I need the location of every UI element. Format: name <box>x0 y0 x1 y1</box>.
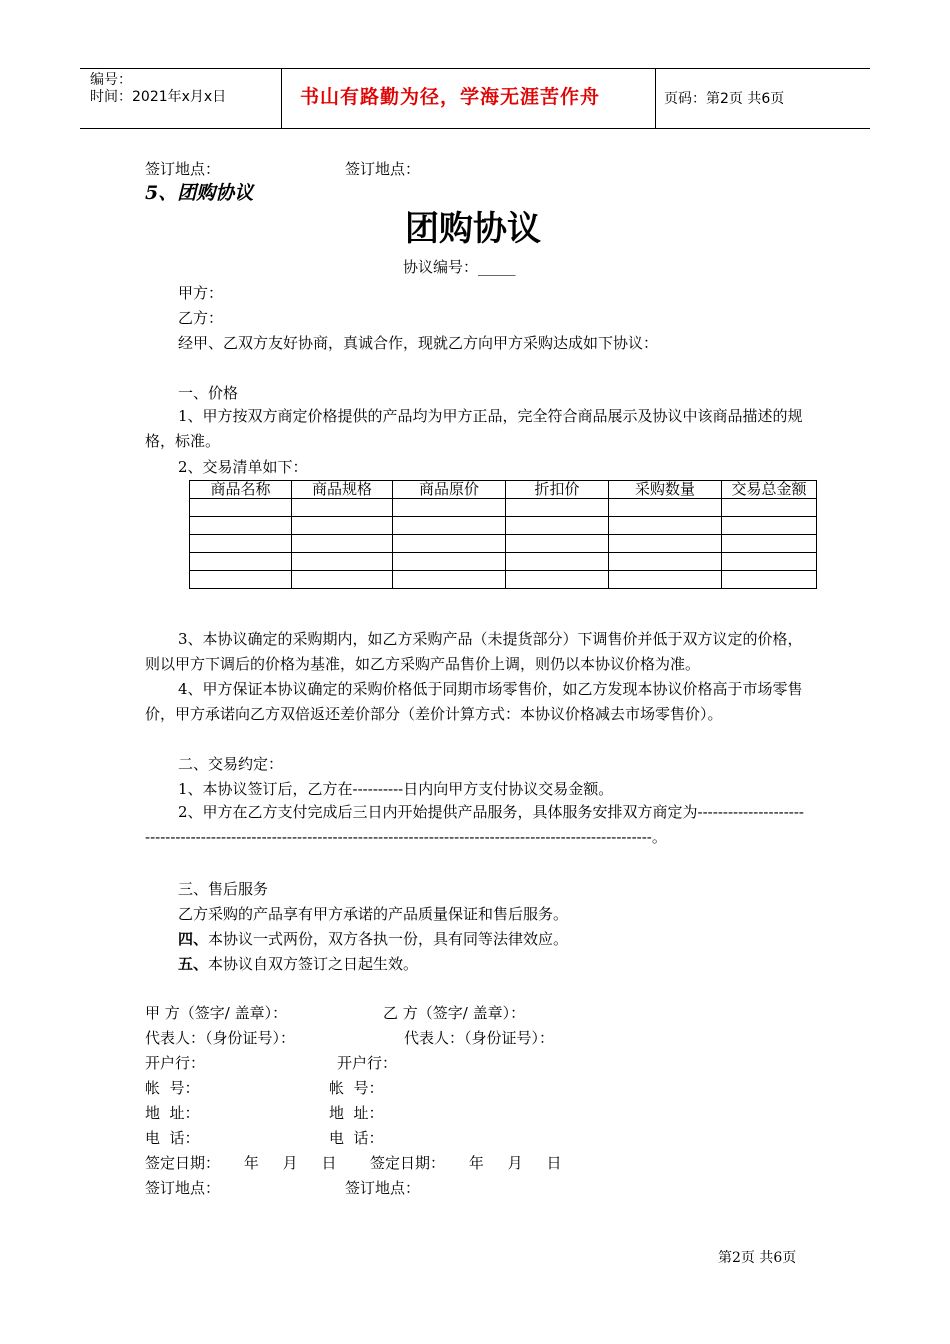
header-number-label: 编号： <box>90 72 132 88</box>
document-title: 团购协议 <box>405 209 541 249</box>
clause-five-lead: 五、 <box>178 955 209 973</box>
party-b-address: 地 址： <box>329 1104 384 1122</box>
clause-four <box>178 930 568 948</box>
party-b-phone: 电 话： <box>329 1129 384 1147</box>
party-a-date: 签定日期： 年 月 日 <box>145 1154 337 1172</box>
party-b-signature: 乙 方（签字/ 盖章）： <box>383 1004 526 1022</box>
trade-clause-1: 1、本协议签订后，乙方在----------日内向甲方支付协议交易金额。 <box>178 780 614 798</box>
section-trade-title: 二、交易约定： <box>178 755 284 773</box>
party-a-label: 甲方： <box>178 284 224 302</box>
table-row <box>190 553 817 571</box>
party-a-address: 地 址： <box>145 1104 200 1122</box>
party-a-representative: 代表人：（身份证号）： <box>145 1029 296 1047</box>
price-clause-1-text: 1、甲方按双方商定价格提供的产品均为甲方正品，完全符合商品展示及协议中该商品描述的规格，标准。 <box>145 407 803 450</box>
trade-clause-2 <box>145 800 808 850</box>
price-clause-2: 2、交易清单如下： <box>178 458 308 476</box>
page-footer: 第2页 共6页 <box>718 1250 797 1266</box>
party-b-representative: 代表人：（身份证号）： <box>404 1029 555 1047</box>
trade-clause-2-text: 2、甲方在乙方支付完成后三日内开始提供产品服务，具体服务安排双方商定为-------------------------------------------------------------------------------------------------------------------------。 <box>145 803 804 846</box>
price-clause-3-text: 3、本协议确定的采购期内，如乙方采购产品（未提货部分）下调售价并低于双方议定的价格，则以甲方下调后的价格为基准，如乙方采购产品售价上调，则仍以本协议价格为准。 <box>145 630 803 673</box>
header-top-rule <box>80 68 870 69</box>
header-page-label: 页码：第2页 共6页 <box>664 91 785 107</box>
header-motto: 书山有路勤为径，学海无涯苦作舟 <box>300 86 601 108</box>
section-after-sales-title: 三、售后服务 <box>178 880 269 898</box>
party-b-bank: 开户行： <box>337 1054 398 1072</box>
header-time-label: 时间：2021年x月x日 <box>90 89 227 105</box>
header-divider-left <box>281 68 282 129</box>
col-header-discount-price: 折扣价 <box>506 481 609 499</box>
col-header-name: 商品名称 <box>190 481 292 499</box>
party-b-label: 乙方： <box>178 309 224 327</box>
party-a-signature: 甲 方（签字/ 盖章）： <box>145 1004 288 1022</box>
table-row <box>190 571 817 589</box>
section-heading: 5、团购协议 <box>145 182 254 204</box>
table-header-row <box>190 481 817 499</box>
party-a-phone: 电 话： <box>145 1129 200 1147</box>
header-divider-right <box>655 68 656 129</box>
header-bottom-rule <box>80 128 870 129</box>
col-header-total: 交易总金额 <box>722 481 817 499</box>
clause-five-text: 本协议自双方签订之日起生效。 <box>208 955 419 973</box>
table-row <box>190 499 817 517</box>
section-price-title: 一、价格 <box>178 384 239 402</box>
col-header-original-price: 商品原价 <box>393 481 506 499</box>
top-sign-place-a: 签订地点： <box>145 160 221 178</box>
party-a-bank: 开户行： <box>145 1054 206 1072</box>
party-b-place: 签订地点： <box>345 1179 421 1197</box>
price-clause-4-text: 4、甲方保证本协议确定的采购价格低于同期市场零售价，如乙方发现本协议价格高于市场零售价，甲方承诺向乙方双倍返还差价部分（差价计算方式：本协议价格减去市场零售价）。 <box>145 680 803 723</box>
party-b-account: 帐 号： <box>329 1079 384 1097</box>
party-b-date: 签定日期： 年 月 日 <box>370 1154 562 1172</box>
table-row <box>190 517 817 535</box>
clause-four-lead: 四、 <box>178 930 209 948</box>
table-row <box>190 535 817 553</box>
intro-text: 经甲、乙双方友好协商，真诚合作，现就乙方向甲方采购达成如下协议： <box>178 334 659 352</box>
party-a-account: 帐 号： <box>145 1079 200 1097</box>
top-sign-place-b: 签订地点： <box>345 160 421 178</box>
price-clause-3 <box>145 627 808 677</box>
clause-four-text: 本协议一式两份，双方各执一份，具有同等法律效应。 <box>208 930 569 948</box>
price-clause-1 <box>145 404 808 454</box>
clause-five <box>178 955 418 973</box>
agreement-number: 协议编号：_____ <box>403 258 516 276</box>
price-clause-4 <box>145 677 808 727</box>
col-header-quantity: 采购数量 <box>609 481 722 499</box>
col-header-spec: 商品规格 <box>292 481 393 499</box>
trade-list-table <box>189 480 817 589</box>
party-a-place: 签订地点： <box>145 1179 221 1197</box>
after-sales-text: 乙方采购的产品享有甲方承诺的产品质量保证和售后服务。 <box>178 905 569 923</box>
